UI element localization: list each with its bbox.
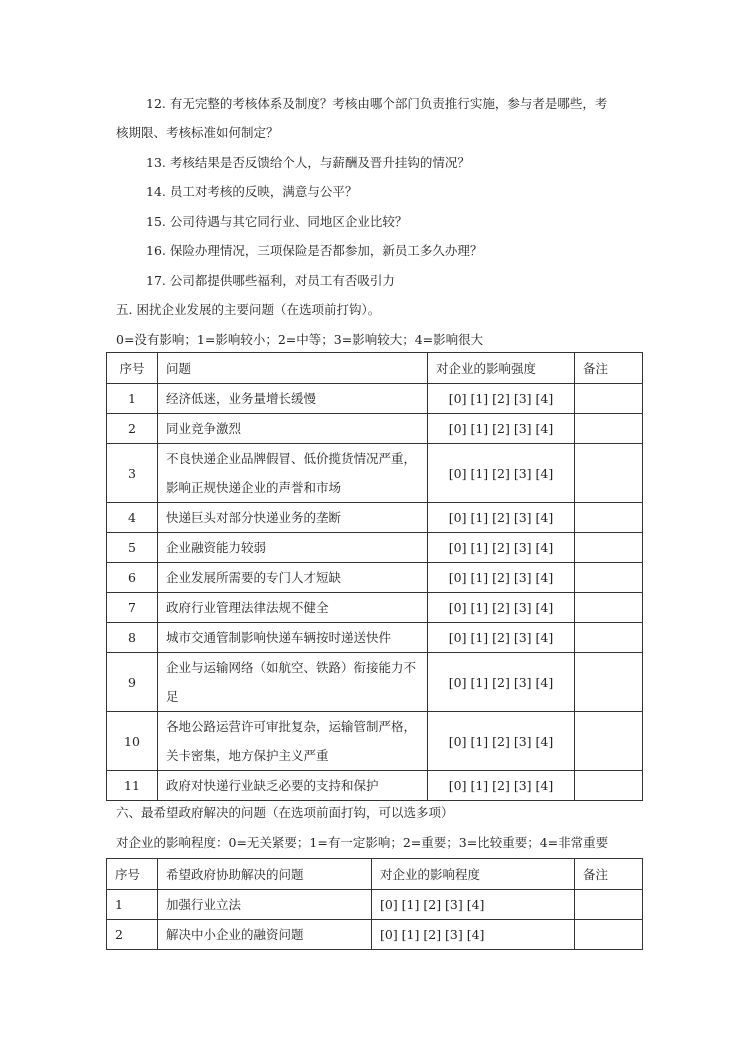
rating-options[interactable]: [0] [1] [2] [3] [4] xyxy=(428,563,575,593)
note-cell[interactable] xyxy=(575,653,643,712)
question-cell xyxy=(158,414,428,444)
note-cell[interactable] xyxy=(575,533,643,563)
paragraph: 13. 考核结果是否反馈给个人，与薪酬及晋升挂钩的情况？ xyxy=(146,155,470,170)
question-cell xyxy=(158,771,428,801)
question-text: 同业竞争激烈 xyxy=(166,421,242,436)
paragraph: 14. 员工对考核的反映，满意与公平？ xyxy=(146,184,358,199)
paragraph: 15. 公司待遇与其它同行业、同地区企业比较？ xyxy=(146,214,408,229)
note-cell[interactable] xyxy=(575,384,643,414)
rating-options[interactable]: [0] [1] [2] [3] [4] xyxy=(428,384,575,414)
rating-options[interactable]: [0] [1] [2] [3] [4] xyxy=(428,533,575,563)
rating-options[interactable]: [0] [1] [2] [3] [4] xyxy=(428,414,575,444)
question-cell xyxy=(158,712,428,771)
row-number: 10 xyxy=(107,712,158,771)
rating-options[interactable]: [0] [1] [2] [3] [4] xyxy=(428,444,575,503)
paragraph: 12. 有无完整的考核体系及制度？考核由哪个部门负责推行实施，参与者是哪些，考 xyxy=(146,96,608,111)
table-row xyxy=(107,384,643,414)
row-number: 3 xyxy=(107,444,158,503)
question-cell xyxy=(158,653,428,712)
table-row xyxy=(107,563,643,593)
question-text: 企业与运输网络（如航空、铁路）衔接能力不足 xyxy=(166,660,417,704)
question-cell xyxy=(158,890,372,920)
note-cell[interactable] xyxy=(575,771,643,801)
row-number: 5 xyxy=(107,533,158,563)
row-number: 2 xyxy=(107,920,158,950)
section6-scale: 对企业的影响程度：0=无关紧要；1=有一定影响；2=重要；3=比较重要；4=非常重要 xyxy=(116,835,609,850)
question-text: 企业发展所需要的专门人才短缺 xyxy=(166,570,342,585)
question-text: 不良快递企业品牌假冒、低价揽货情况严重，影响正规快递企业的声誉和市场 xyxy=(166,451,417,495)
table-row xyxy=(107,623,643,653)
section5-title: 五. 困扰企业发展的主要问题（在选项前打钩）。 xyxy=(116,302,381,317)
rating-options[interactable]: [0] [1] [2] [3] [4] xyxy=(372,890,575,920)
paragraph: 17. 公司都提供哪些福利，对员工有否吸引力 xyxy=(146,273,395,288)
rating-options[interactable]: [0] [1] [2] [3] [4] xyxy=(428,593,575,623)
header-cell: 对企业的影响程度 xyxy=(372,859,575,890)
question-cell xyxy=(158,533,428,563)
row-number: 2 xyxy=(107,414,158,444)
note-cell[interactable] xyxy=(575,563,643,593)
question-cell xyxy=(158,503,428,533)
paragraph: 16. 保险办理情况，三项保险是否都参加，新员工多久办理？ xyxy=(146,243,483,258)
rating-options[interactable]: [0] [1] [2] [3] [4] xyxy=(428,653,575,712)
rating-options[interactable]: [0] [1] [2] [3] [4] xyxy=(428,712,575,771)
table-row xyxy=(107,771,643,801)
question-cell xyxy=(158,384,428,414)
row-number: 7 xyxy=(107,593,158,623)
question-text: 政府对快递行业缺乏必要的支持和保护 xyxy=(166,778,379,793)
note-cell[interactable] xyxy=(575,503,643,533)
paragraph: 核期限、考核标准如何制定？ xyxy=(116,125,279,140)
header-cell: 备注 xyxy=(575,859,643,890)
table-row xyxy=(107,533,643,563)
question-text: 各地公路运营许可审批复杂，运输管制严格，关卡密集，地方保护主义严重 xyxy=(166,719,417,763)
table-row xyxy=(107,890,643,920)
table-row xyxy=(107,712,643,771)
row-number: 6 xyxy=(107,563,158,593)
question-text: 政府行业管理法律法规不健全 xyxy=(166,600,329,615)
question-text: 城市交通管制影响快递车辆按时递送快件 xyxy=(166,630,392,645)
table-header-row xyxy=(107,353,643,384)
question-text: 解决中小企业的融资问题 xyxy=(166,927,304,942)
question-text: 经济低迷，业务量增长缓慢 xyxy=(166,391,317,406)
table-row xyxy=(107,920,643,950)
header-cell: 对企业的影响强度 xyxy=(428,353,575,384)
question-cell xyxy=(158,444,428,503)
table-row xyxy=(107,653,643,712)
header-cell: 序号 xyxy=(107,859,158,890)
problems-table xyxy=(106,352,643,801)
table-row xyxy=(107,444,643,503)
note-cell[interactable] xyxy=(575,920,643,950)
question-cell xyxy=(158,593,428,623)
question-text: 企业融资能力较弱 xyxy=(166,540,267,555)
row-number: 4 xyxy=(107,503,158,533)
rating-options[interactable]: [0] [1] [2] [3] [4] xyxy=(428,771,575,801)
note-cell[interactable] xyxy=(575,414,643,444)
table-header-row xyxy=(107,859,643,890)
header-cell: 序号 xyxy=(107,353,158,384)
header-cell: 备注 xyxy=(575,353,643,384)
question-text: 快递巨头对部分快递业务的垄断 xyxy=(166,510,342,525)
note-cell[interactable] xyxy=(575,712,643,771)
row-number: 1 xyxy=(107,890,158,920)
row-number: 1 xyxy=(107,384,158,414)
header-cell: 希望政府协助解决的问题 xyxy=(158,859,372,890)
rating-options[interactable]: [0] [1] [2] [3] [4] xyxy=(428,503,575,533)
question-text: 加强行业立法 xyxy=(166,897,242,912)
header-cell: 问题 xyxy=(158,353,428,384)
row-number: 8 xyxy=(107,623,158,653)
note-cell[interactable] xyxy=(575,593,643,623)
question-cell xyxy=(158,563,428,593)
table-row xyxy=(107,593,643,623)
row-number: 9 xyxy=(107,653,158,712)
section5-scale: 0=没有影响；1=影响较小；2=中等；3=影响较大；4=影响很大 xyxy=(116,332,484,347)
note-cell[interactable] xyxy=(575,444,643,503)
rating-options[interactable]: [0] [1] [2] [3] [4] xyxy=(372,920,575,950)
table-row xyxy=(107,414,643,444)
table-row xyxy=(107,503,643,533)
question-cell xyxy=(158,623,428,653)
question-cell xyxy=(158,920,372,950)
government-help-table xyxy=(106,858,643,950)
row-number: 11 xyxy=(107,771,158,801)
note-cell[interactable] xyxy=(575,623,643,653)
note-cell[interactable] xyxy=(575,890,643,920)
section6-title: 六、最希望政府解决的问题（在选项前面打钩，可以选多项） xyxy=(116,805,454,820)
rating-options[interactable]: [0] [1] [2] [3] [4] xyxy=(428,623,575,653)
